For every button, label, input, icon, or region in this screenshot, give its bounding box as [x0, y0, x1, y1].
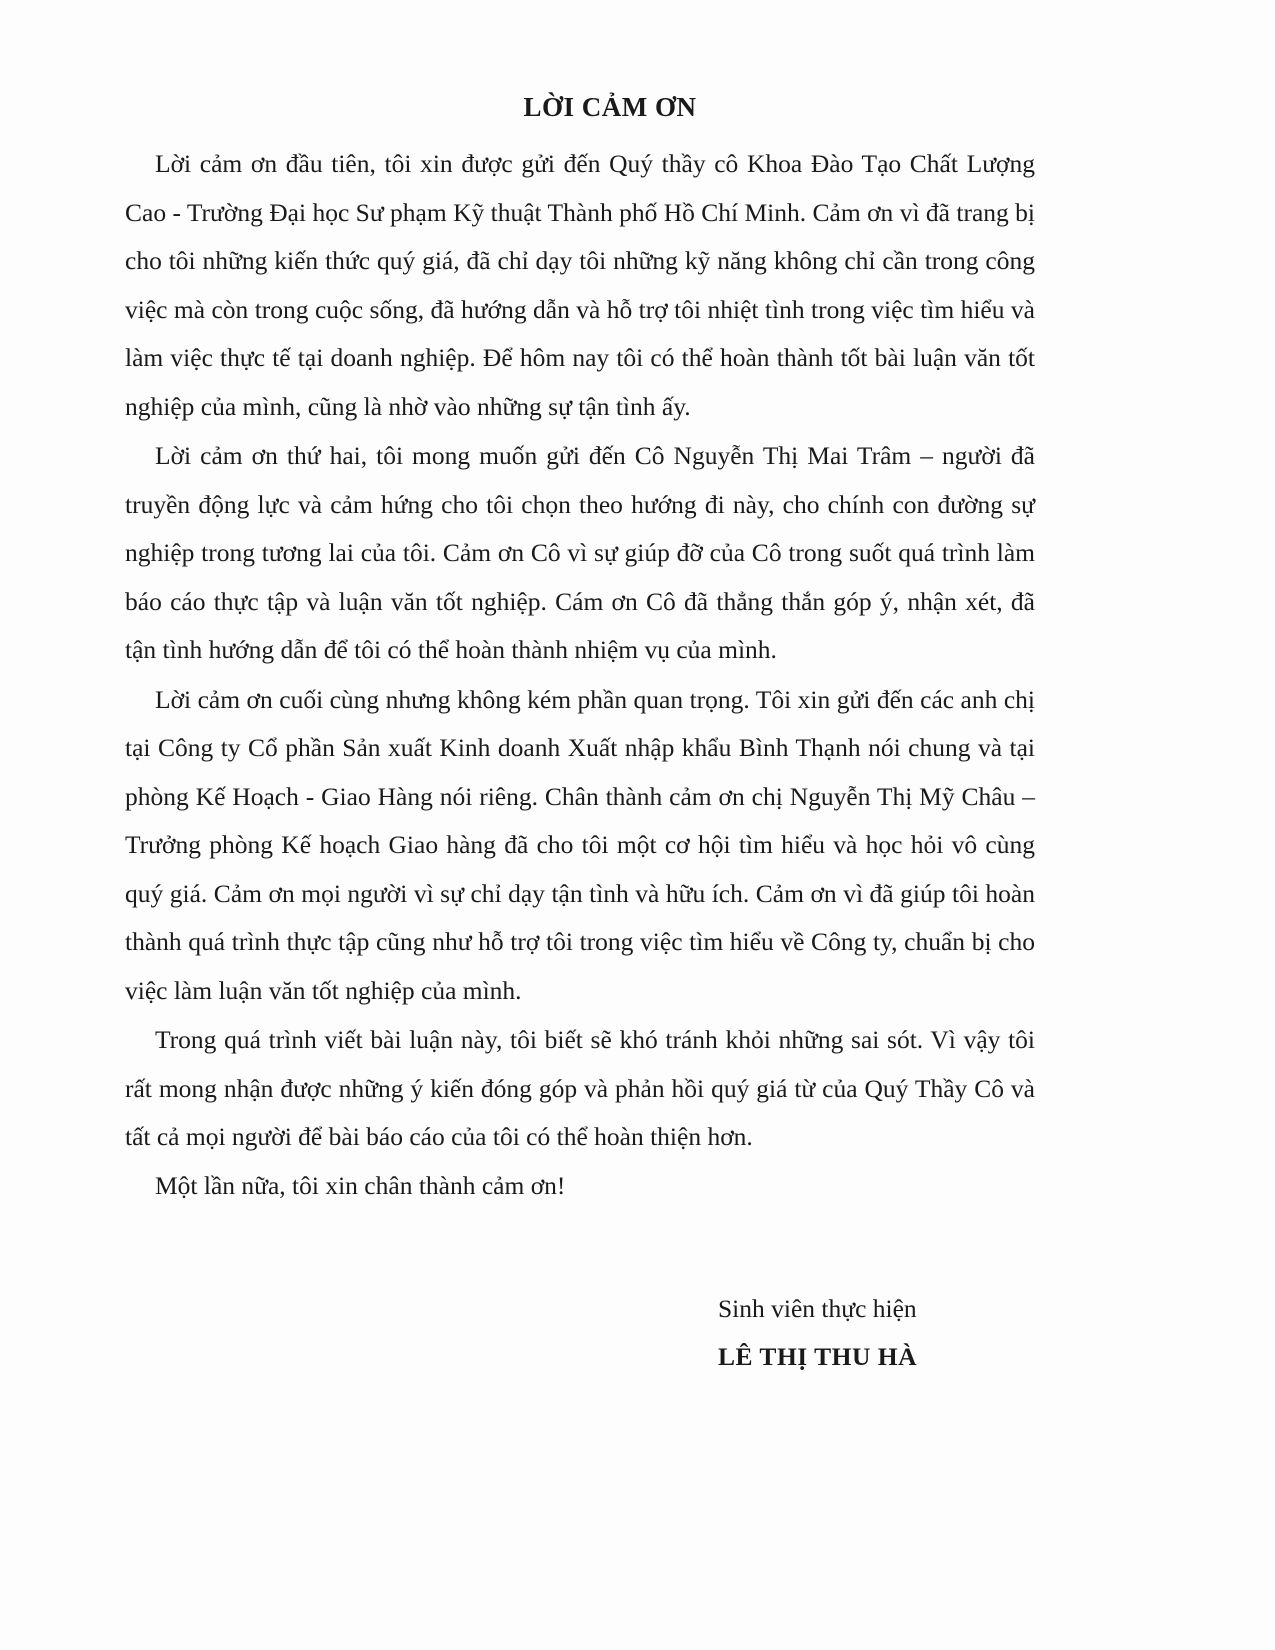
- paragraph-4: Trong quá trình viết bài luận này, tôi biết sẽ khó tránh khỏi những sai sót. Vì vậy tôi rất mong nhận được những ý kiến đóng góp và phản hồi quý giá từ của Quý Thầy Cô và tất cả mọi người để bài báo cáo của tôi có thể hoàn thiện hơn.: [125, 1025, 1035, 1151]
- paragraph-2: Lời cảm ơn thứ hai, tôi mong muốn gửi đến Cô Nguyễn Thị Mai Trâm – người đã truyền động lực và cảm hứng cho tôi chọn theo hướng đi này, cho chính con đường sự nghiệp trong tương lai của tôi. Cảm ơn Cô vì sự giúp đỡ của Cô trong suốt quá trình làm báo cáo thực tập và luận văn tốt nghiệp. Cám ơn Cô đã thẳng thắn góp ý, nhận xét, đã tận tình hướng dẫn để tôi có thể hoàn thành nhiệm vụ của mình.: [125, 441, 1035, 664]
- closing-line: Một lần nữa, tôi xin chân thành cảm ơn!: [155, 1170, 566, 1200]
- page-title: LỜI CẢM ƠN: [523, 92, 697, 122]
- paragraph-3: Lời cảm ơn cuối cùng nhưng không kém phần quan trọng. Tôi xin gửi đến các anh chị tại Công ty Cổ phần Sản xuất Kinh doanh Xuất nhập khẩu Bình Thạnh nói chung và tại phòng Kế Hoạch - Giao Hàng nói riêng. Chân thành cảm ơn chị Nguyễn Thị Mỹ Châu – Trưởng phòng Kế hoạch Giao hàng đã cho tôi một cơ hội tìm hiểu và học hỏi vô cùng quý giá. Cảm ơn mọi người vì sự chỉ dạy tận tình và hữu ích. Cảm ơn vì đã giúp tôi hoàn thành quá trình thực tập cũng như hỗ trợ tôi trong việc tìm hiểu về Công ty, chuẩn bị cho việc làm luận văn tốt nghiệp của mình.: [125, 684, 1035, 1005]
- signature-name: LÊ THỊ THU HÀ: [718, 1342, 917, 1371]
- paragraph-1: Lời cảm ơn đầu tiên, tôi xin được gửi đến Quý thầy cô Khoa Đào Tạo Chất Lượng Cao - Trường Đại học Sư phạm Kỹ thuật Thành phố Hồ Chí Minh. Cảm ơn vì đã trang bị cho tôi những kiến thức quý giá, đã chỉ dạy tôi những kỹ năng không chỉ cần trong công việc mà còn trong cuộc sống, đã hướng dẫn và hỗ trợ tôi nhiệt tình trong việc tìm hiểu và làm việc thực tế tại doanh nghiệp. Để hôm nay tôi có thể hoàn thành tốt bài luận văn tốt nghiệp của mình, cũng là nhờ vào những sự tận tình ấy.: [125, 149, 1035, 421]
- signature-block: [718, 1285, 1038, 1381]
- signature-role: Sinh viên thực hiện: [718, 1294, 917, 1323]
- document-body: [125, 140, 1035, 1210]
